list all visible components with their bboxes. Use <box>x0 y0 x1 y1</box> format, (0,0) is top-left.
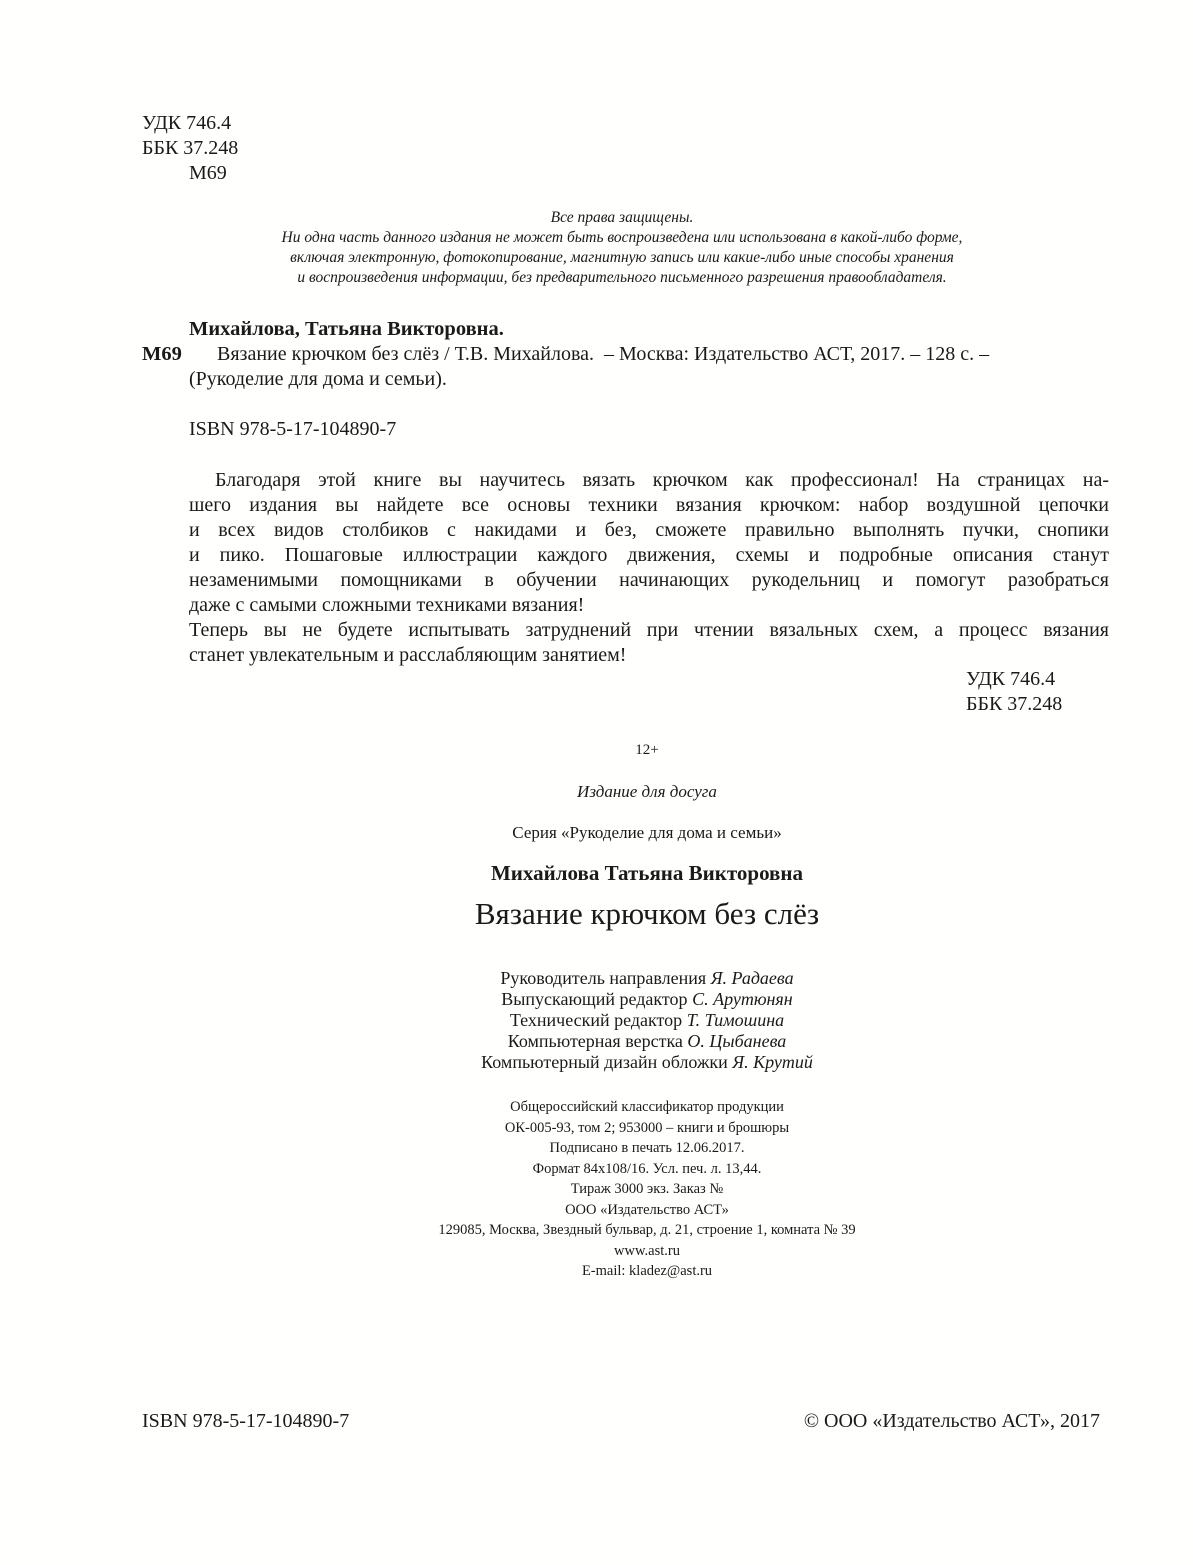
rights-line: и воспроизведения информации, без предварительного письменного разрешения правообладателя. <box>297 269 947 286</box>
book-title: Вязание крючком без слёз <box>474 896 820 931</box>
bbk-code: ББК 37.248 <box>142 137 239 159</box>
rights-title: Все права защищены. <box>550 209 694 226</box>
credit-name: Я. Крутий <box>732 1052 813 1072</box>
annotation-line: незаменимыми помощниками в обучении начинающих рукодельниц и помогут разобраться <box>189 569 1109 591</box>
catalog-series-line: (Рукоделие для дома и семьи). <box>189 368 447 390</box>
catalog-author-heading: Михайлова, Татьяна Викторовна. <box>189 318 504 340</box>
credit-line <box>300 1052 994 1073</box>
credit-role: Технический редактор <box>509 1010 683 1030</box>
annotation-line: и пико. Пошаговые иллюстрации каждого движения, схемы и подробные описания станут <box>189 544 1109 566</box>
annotation-udk: УДК 746.4 <box>966 668 1056 690</box>
rights-line: включая электронную, фотокопирование, магнитную запись или какие-либо иные способы хранения <box>290 249 954 266</box>
credit-line <box>300 1031 994 1052</box>
author-full-name: Михайлова Татьяна Викторовна <box>490 861 803 885</box>
catalog-entry-line: Вязание крючком без слёз / Т.В. Михайлова. – Москва: Издательство АСТ, 2017. – 128 с. – <box>217 343 990 365</box>
credit-role: Руководитель направления <box>500 968 707 988</box>
annotation-bbk: ББК 37.248 <box>966 693 1063 715</box>
credit-name: С. Арутюнян <box>692 989 793 1009</box>
credits <box>300 968 994 1073</box>
edition-type: Издание для досуга <box>577 782 717 801</box>
annotation-line: станет увлекательным и расслабляющим занятием! <box>189 644 627 666</box>
age-rating: 12+ <box>635 742 659 758</box>
rights-line: Ни одна часть данного издания не может быть воспроизведена или использована в какой-либо форме, <box>281 229 963 246</box>
annotation-line: Теперь вы не будете испытывать затруднений при чтении вязальных схем, а процесс вязания <box>189 619 1109 641</box>
credit-role: Компьютерная верстка <box>507 1031 683 1051</box>
author-mark: М69 <box>189 162 227 184</box>
annotation <box>189 468 1109 668</box>
credit-role: Компьютерный дизайн обложки <box>481 1052 728 1072</box>
imprint-line: 129085, Москва, Звездный бульвар, д. 21, строение 1, комната № 39 <box>438 1222 856 1238</box>
credit-role: Выпускающий редактор <box>501 989 688 1009</box>
annotation-line: шего издания вы найдете все основы техники вязания крючком: набор воздушной цепочки <box>189 494 1109 516</box>
credit-line <box>300 1010 994 1031</box>
annotation-line: Благодаря этой книге вы научитесь вязать крючком как профессионал! На страницах на- <box>215 469 1109 491</box>
imprint-line: www.ast.ru <box>614 1242 680 1259</box>
credit-line <box>300 989 994 1010</box>
credit-name: Т. Тимошина <box>686 1010 785 1030</box>
imprint-line: Формат 84х108/16. Усл. печ. л. 13,44. <box>532 1160 762 1177</box>
rights-notice <box>150 208 1094 288</box>
imprint <box>300 1097 994 1282</box>
udk-code: УДК 746.4 <box>142 112 232 134</box>
imprint-line: Тираж 3000 экз. Заказ № <box>570 1181 724 1197</box>
imprint-line: ОК-005-93, том 2; 953000 – книги и брошюры <box>504 1119 790 1136</box>
series-line: Серия «Рукоделие для дома и семьи» <box>512 823 782 842</box>
footer-isbn: ISBN 978-5-17-104890-7 <box>142 1410 350 1432</box>
catalog-isbn: ISBN 978-5-17-104890-7 <box>189 418 397 440</box>
credit-name: Я. Радаева <box>710 968 794 988</box>
imprint-line: ООО «Издательство АСТ» <box>565 1201 729 1218</box>
imprint-line: Подписано в печать 12.06.2017. <box>549 1140 745 1156</box>
imprint-line: Общероссийский классификатор продукции <box>510 1099 784 1115</box>
credit-line <box>300 968 994 989</box>
credit-name: О. Цыбанева <box>687 1031 787 1051</box>
catalog-mark: М69 <box>142 343 182 365</box>
footer-copyright: © ООО «Издательство АСТ», 2017 <box>803 1410 1100 1432</box>
imprint-line: E-mail: kladez@ast.ru <box>581 1263 713 1279</box>
annotation-line: и всех видов столбиков с накидами и без, сможете правильно выполнять пучки, снопики <box>189 519 1109 541</box>
annotation-line: даже с самыми сложными техниками вязания! <box>189 594 585 616</box>
